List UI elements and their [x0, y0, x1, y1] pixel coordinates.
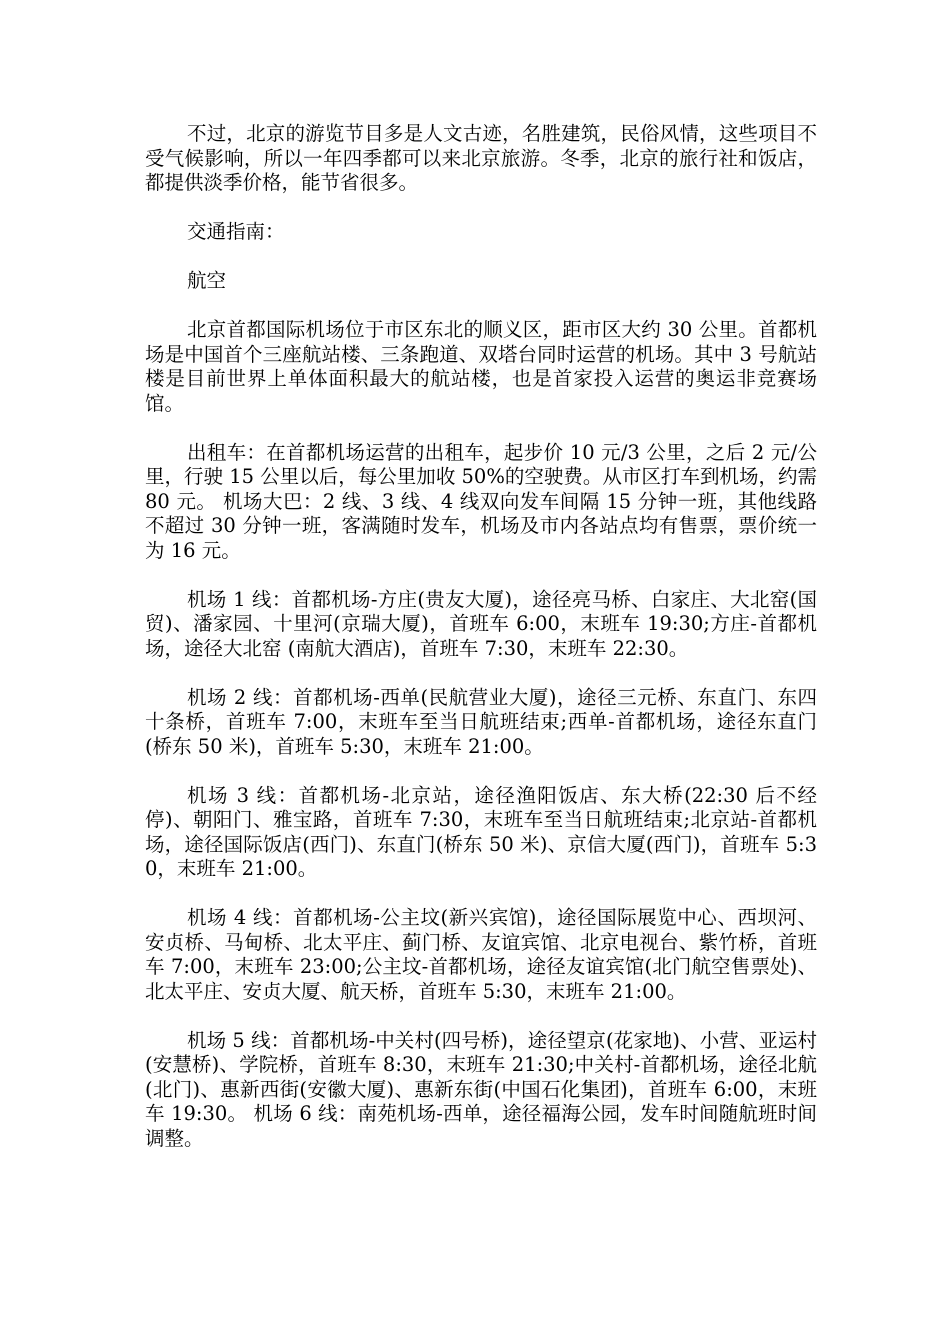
paragraph-offseason-travel: 不过，北京的游览节目多是人文古迹，名胜建筑，民俗风情，这些项目不受气候影响，所以一年四季都可以来北京旅游。冬季，北京的旅行社和饭店，都提供淡季价格，能节省很多。 — [145, 122, 817, 194]
paragraph-airport-line-4: 机场 4 线：首都机场-公主坟(新兴宾馆)，途径国际展览中心、西坝河、安贞桥、马甸桥、北太平庄、蓟门桥、友谊宾馆、北京电视台、紫竹桥，首班车 7:00，末班车 23:00;公主坟-首都机场，途径友谊宾馆(北门航空售票处)、北太平庄、安贞大厦、航天桥，首班车 5:30，末班车 21:00。 — [145, 906, 817, 1003]
paragraph-airport-line-1: 机场 1 线：首都机场-方庄(贵友大厦)，途径亮马桥、白家庄、大北窑(国贸)、潘家园、十里河(京瑞大厦)，首班车 6:00，末班车 19:30;方庄-首都机场，途径大北窑 (南航大酒店)，首班车 7:30，末班车 22:30。 — [145, 587, 817, 660]
paragraph-capital-airport: 北京首都国际机场位于市区东北的顺义区，距市区大约 30 公里。首都机场是中国首个三座航站楼、三条跑道、双塔台同时运营的机场。其中 3 号航站楼是目前世界上单体面积最大的航站楼，也是首家投入运营的奥运非竞赛场馆。 — [145, 318, 817, 415]
paragraph-airport-line-3: 机场 3 线：首都机场-北京站，途径渔阳饭店、东大桥(22:30 后不经停)、朝阳门、雅宝路，首班车 7:30，末班车至当日航班结束;北京站-首都机场，途径国际饭店(西门)、东直门(桥东 50 米)、京信大厦(西门)，首班车 5:30，末班车 21:00。 — [145, 783, 817, 880]
paragraph-taxi-and-bus: 出租车：在首都机场运营的出租车，起步价 10 元/3 公里，之后 2 元/公里，行驶 15 公里以后，每公里加收 50%的空驶费。从市区打车到机场，约需 80 元。 机场大巴：2 线、3 线、4 线双向发车间隔 15 分钟一班，其他线路不超过 30 分钟一班，客满随时发车，机场及市内各站点均有售票，票价统一为 16 元。 — [145, 440, 817, 562]
paragraph-airport-line-2: 机场 2 线：首都机场-西单(民航营业大厦)，途径三元桥、东直门、东四十条桥，首班车 7:00，末班车至当日航班结束;西单-首都机场，途径东直门(桥东 50 米)，首班车 5:30，末班车 21:00。 — [145, 685, 817, 758]
paragraph-airport-line-5-6: 机场 5 线：首都机场-中关村(四号桥)，途径望京(花家地)、小营、亚运村(安慧桥)、学院桥，首班车 8:30，末班车 21:30;中关村-首都机场，途径北航(北门)、惠新西街(安徽大厦)、惠新东街(中国石化集团)，首班车 6:00，末班车 19:30。 机场 6 线：南苑机场-西单，途径福海公园，发车时间随航班时间调整。 — [145, 1028, 817, 1150]
heading-aviation: 航空 — [187, 269, 227, 292]
document-body — [145, 122, 817, 1176]
heading-transport-guide: 交通指南： — [187, 220, 285, 243]
